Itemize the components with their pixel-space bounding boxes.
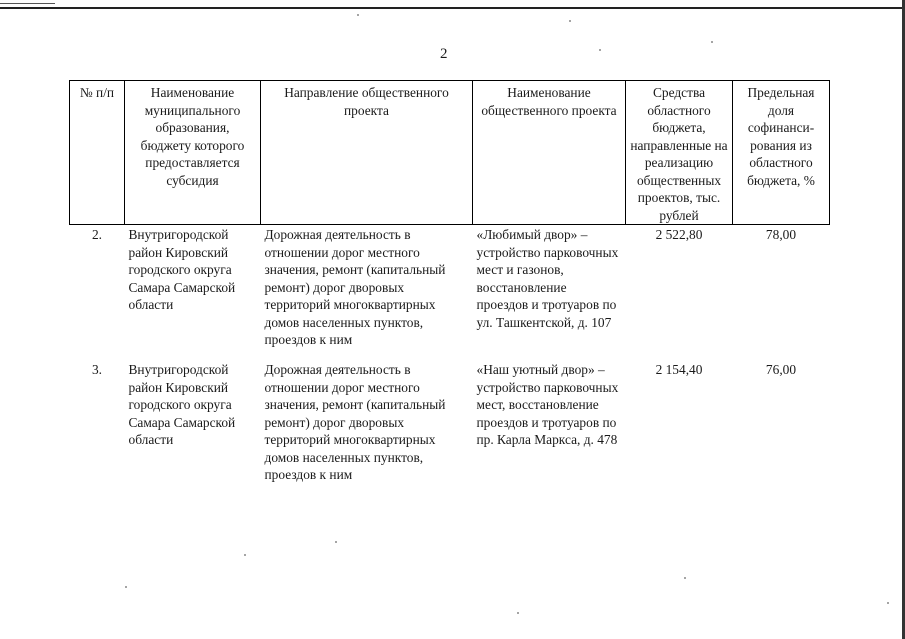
scan-speck bbox=[569, 20, 571, 22]
scan-speck bbox=[244, 554, 246, 556]
cell-num: 2. bbox=[91, 227, 103, 242]
scan-speck bbox=[335, 541, 337, 543]
cell-funds: 2 522,80 bbox=[655, 227, 703, 242]
page-number: 2 bbox=[440, 46, 448, 62]
scan-speck bbox=[684, 577, 686, 579]
table-header-row bbox=[70, 81, 830, 225]
scan-speck bbox=[887, 602, 889, 604]
cell-project-name: «Любимый двор» – устройство парковочных мест и газонов, восстановление проездов и тротуаров по ул. Ташкентской, д. 107 bbox=[476, 227, 619, 330]
cell-funds: 2 154,40 bbox=[655, 362, 703, 377]
scan-speck bbox=[357, 14, 359, 16]
scan-speck bbox=[517, 612, 519, 614]
cell-municipality: Внутригородской район Кировский городского округа Самара Самарской области bbox=[128, 227, 236, 312]
cell-direction: Дорожная деятельность в отношении дорог местного значения, ремонт (капитальный ремонт) дорог дворовых территорий многоквартирных домов населенных пунктов, проездов к ним bbox=[264, 362, 446, 482]
header-direction: Направление общественного проекта bbox=[261, 81, 473, 225]
scan-speck bbox=[125, 586, 127, 588]
cell-num: 3. bbox=[91, 362, 103, 377]
cell-direction: Дорожная деятельность в отношении дорог местного значения, ремонт (капитальный ремонт) дорог дворовых территорий многоквартирных домов населенных пунктов, проездов к ним bbox=[264, 227, 446, 347]
table-row bbox=[70, 360, 830, 501]
header-num: № п/п bbox=[70, 81, 125, 225]
scan-edge-top-thin bbox=[0, 3, 55, 4]
cell-share: 76,00 bbox=[765, 362, 797, 377]
header-funds: Средства областного бюджета, направленные на реализацию общественных проектов, тыс. рублей bbox=[626, 81, 733, 225]
scan-speck bbox=[599, 49, 601, 51]
cell-share: 78,00 bbox=[765, 227, 797, 242]
scan-speck bbox=[711, 41, 713, 43]
cell-project-name: «Наш уютный двор» – устройство парковочных мест, восстановление проездов и тротуаров по пр. Карла Маркса, д. 478 bbox=[476, 362, 619, 447]
cell-municipality: Внутригородской район Кировский городского округа Самара Самарской области bbox=[128, 362, 236, 447]
header-municipality: Наименование муниципального образования, бюджету которого предоставляется субсидия bbox=[125, 81, 261, 225]
header-project-name: Наименование общественного проекта bbox=[473, 81, 626, 225]
subsidy-table bbox=[69, 80, 830, 501]
table-row bbox=[70, 225, 830, 361]
scan-edge-top bbox=[0, 0, 905, 9]
header-share: Предельная доля софинанси-рования из областного бюджета, % bbox=[733, 81, 830, 225]
